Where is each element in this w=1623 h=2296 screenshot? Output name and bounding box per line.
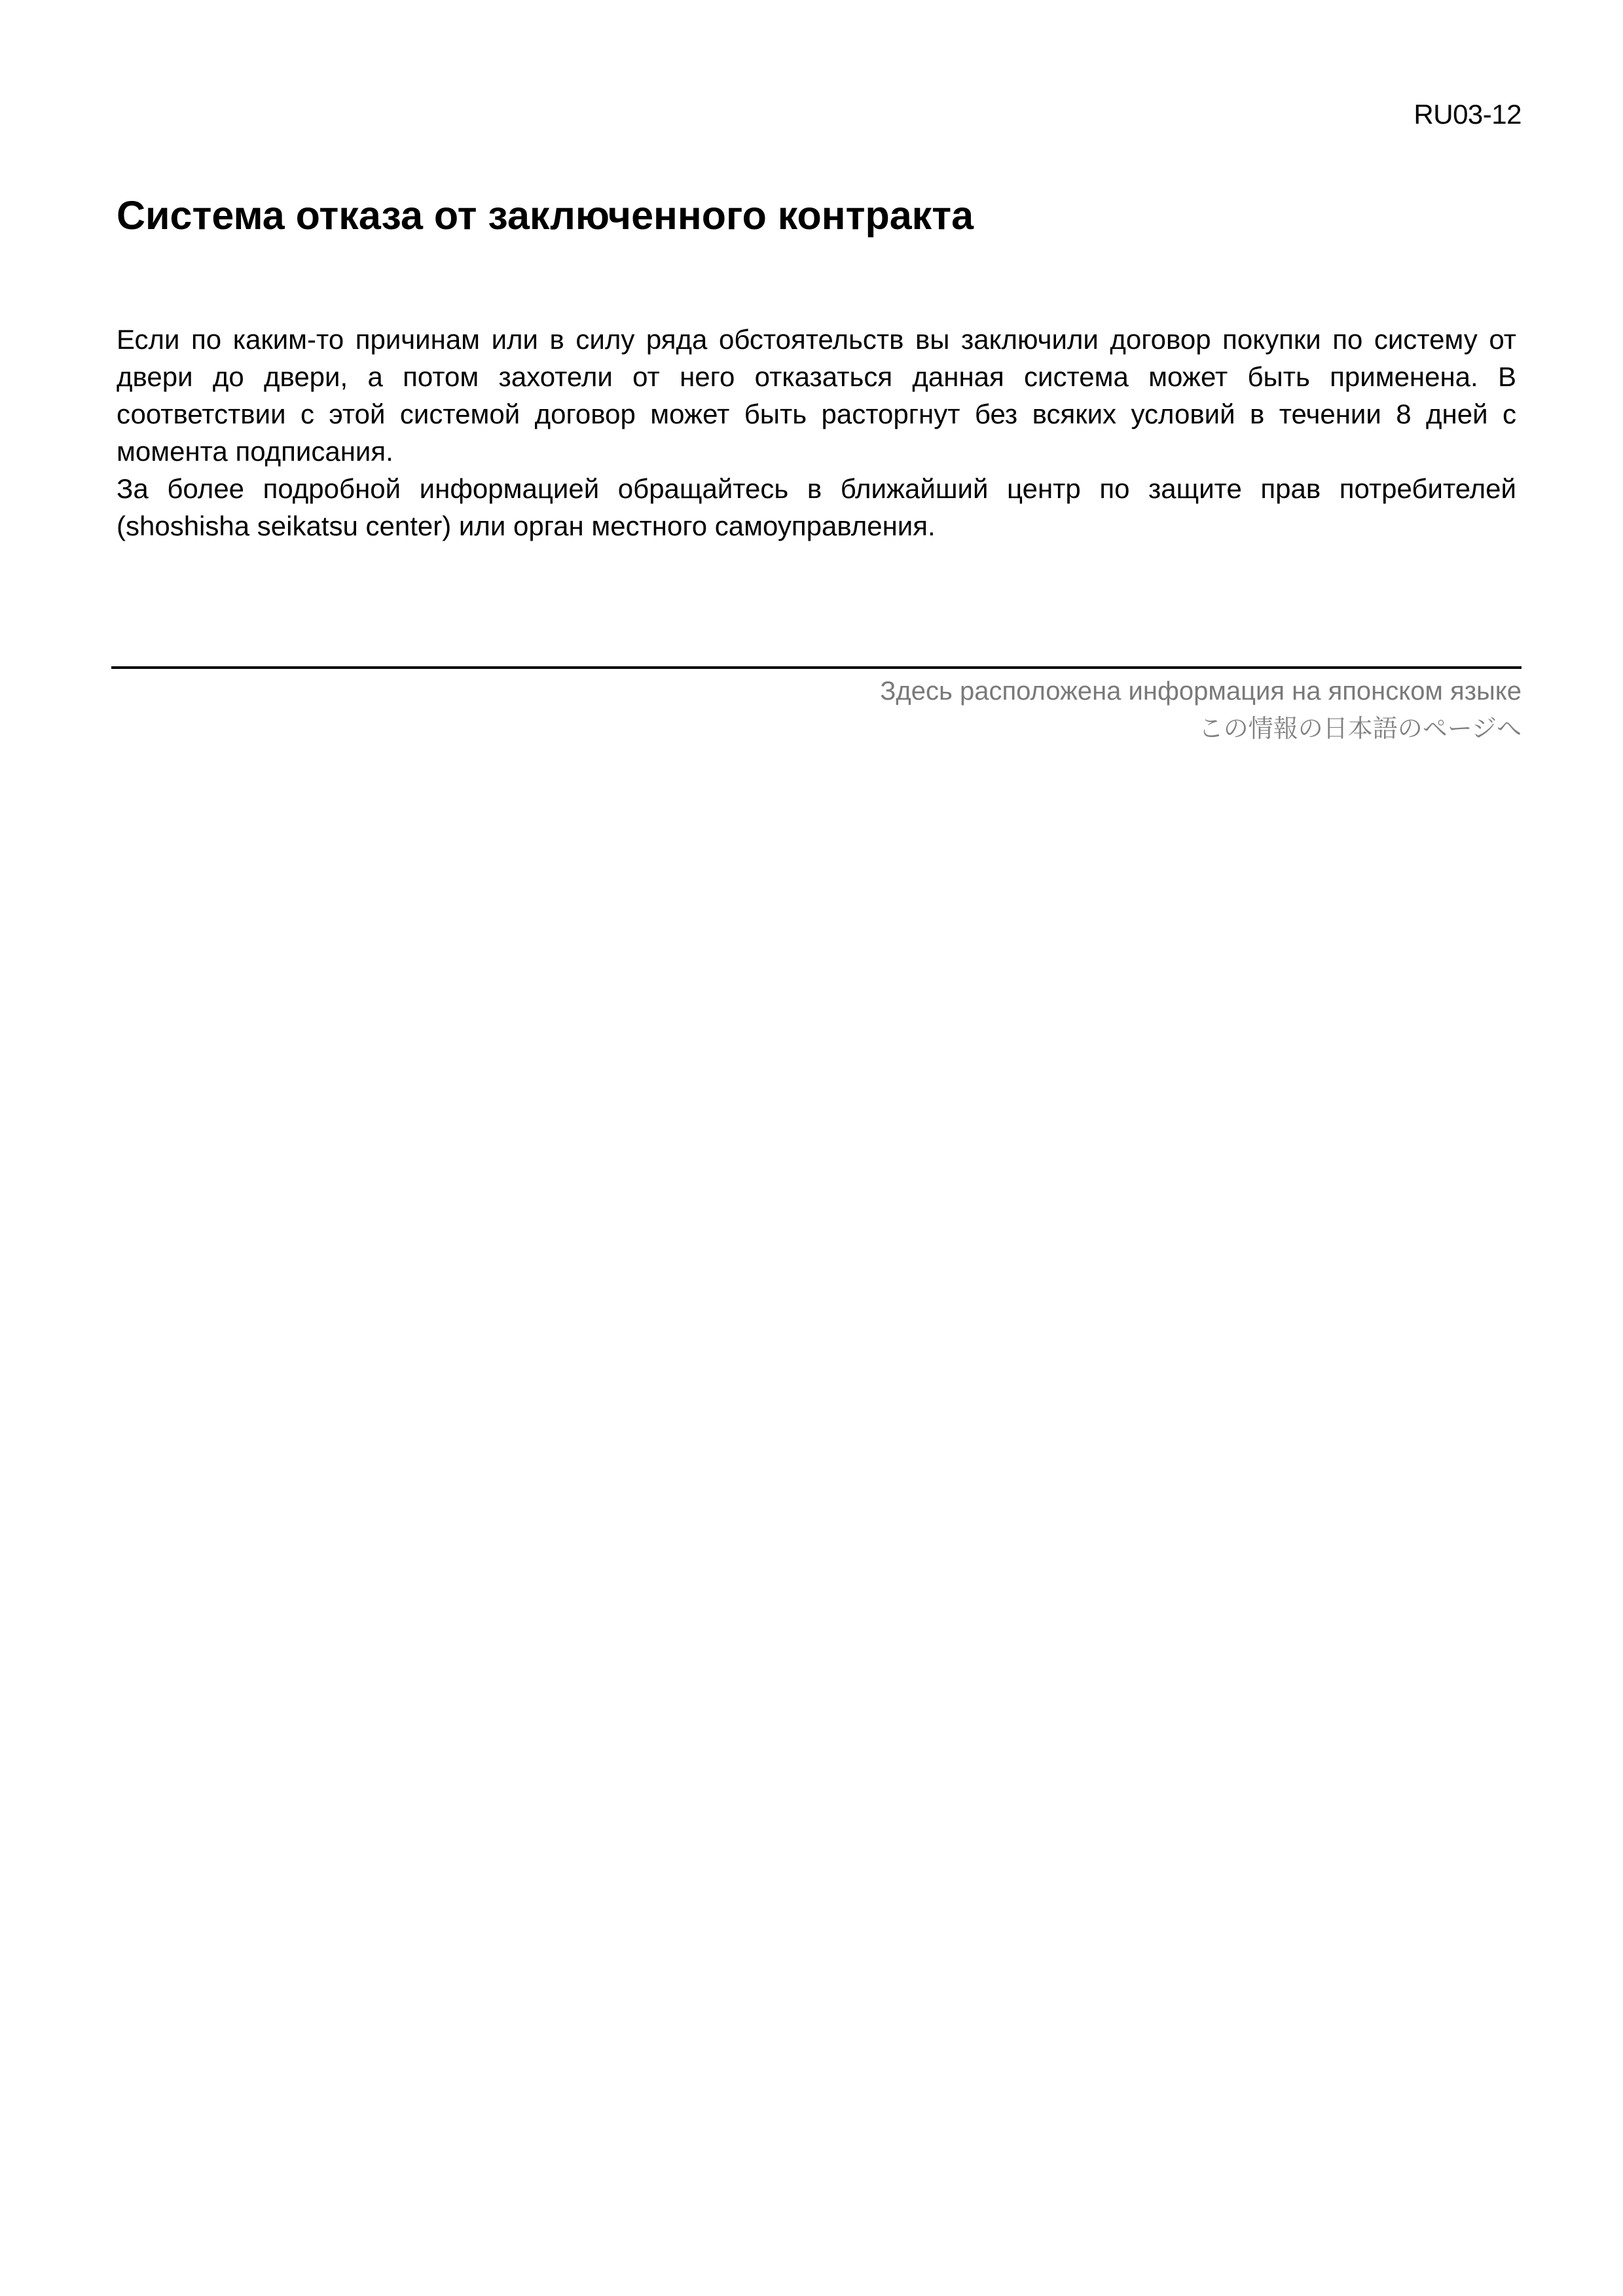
page-title: Система отказа от заключенного контракта	[117, 193, 974, 238]
language-links	[880, 673, 1522, 747]
document-body	[117, 321, 1516, 545]
section-divider	[111, 666, 1522, 669]
japanese-info-link-russian[interactable]: Здесь расположена информация на японском языке	[880, 677, 1522, 706]
document-code: RU03-12	[1413, 99, 1522, 130]
japanese-info-link-japanese[interactable]: この情報の日本語のページへ	[1198, 714, 1522, 743]
body-paragraph-2: За более подробной информацией обращайтесь в ближайший центр по защите прав потребителей (shoshisha seikatsu center) или орган местного самоуправления.	[117, 473, 1516, 541]
body-paragraph-1: Если по каким-то причинам или в силу ряда обстоятельств вы заключили договор покупки по систему от двери до двери, а потом захотели от него отказаться данная система может быть применена. В соответствии с этой системой договор может быть расторгнут без всяких условий в течении 8 дней с момента подписания.	[117, 324, 1516, 467]
